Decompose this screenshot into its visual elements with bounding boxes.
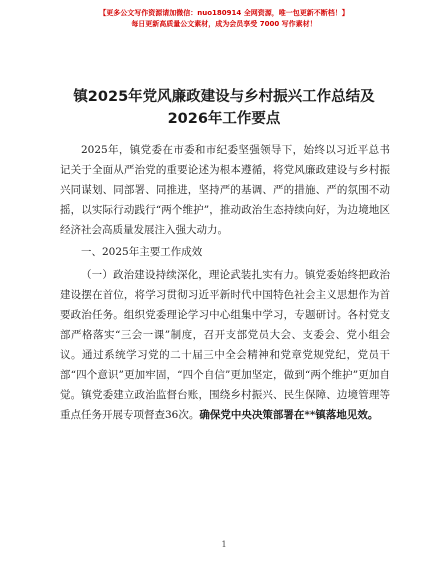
section-1-paragraph-1: [60, 265, 390, 425]
document-title-line-2: 2026年工作要点: [167, 111, 281, 127]
promo-banner: [0, 8, 448, 30]
page-number: 1: [221, 540, 227, 549]
document-title: [40, 86, 408, 130]
document-title-line-1: 镇2025年党风廉政建设与乡村振兴工作总结及: [73, 89, 375, 105]
document-body: [60, 140, 390, 425]
section-1-heading: 一、2025年主要工作成效: [81, 246, 203, 258]
promo-banner-line-2: 每日更新高质量公文素材，成为会员享受 7000 写作素材！: [131, 20, 317, 28]
intro-paragraph: 2025年，镇党委在市委和市纪委坚强领导下，始终以习近平总书记关于全面从严治党的重要论述为根本遵循，将党风廉政建设与乡村振兴同谋划、同部署、同推进，坚持严的基调、严的措施、严的氛围不动摇，以实际行动践行“两个维护”，推动政治生态持续向好，为边境地区经济社会高质量发展注入强大动力。: [60, 144, 390, 236]
section-1-paragraph-1-bold-text: 确保党中央决策部署在**镇落地见效。: [199, 409, 379, 421]
section-1-paragraph-1-text: （一）政治建设持续深化，理论武装扎实有力。镇党委始终把政治建设摆在首位，将学习贯彻习近平新时代中国特色社会主义思想作为首要政治任务。组织党委理论学习中心组集中学习，专题研讨。各村党支部严格落实“三会一课”制度，召开支部党员大会、支委会、党小组会议。通过系统学习党的二十届三中全会精神和党章党规党纪，党员干部“四个意识”更加牢固，“四个自信”更加坚定，做到“两个维护”更加自觉。镇党委建立政治监督台账，围绕乡村振兴、民生保障、边境管理等重点任务开展专项督查36次。: [60, 269, 390, 421]
promo-banner-line-1: 【更多公文写作资源请加微信：nuo180914 全网资源，唯一包更新不断档！】: [99, 9, 349, 17]
